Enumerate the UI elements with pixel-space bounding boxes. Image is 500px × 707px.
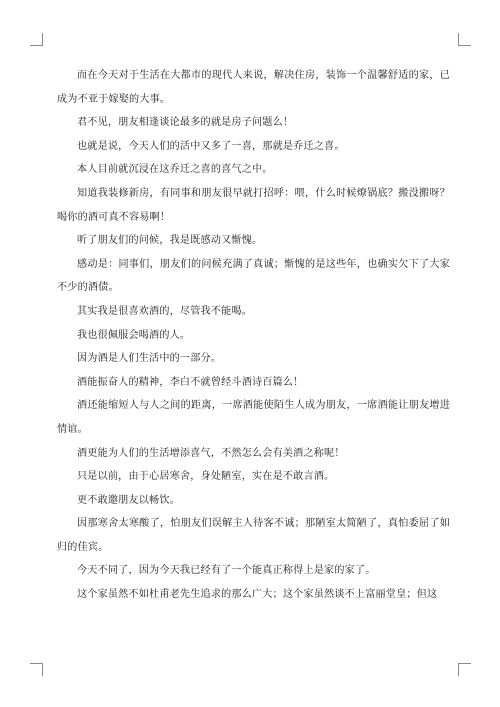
crop-mark-top-right — [458, 33, 471, 46]
paragraph: 听了朋友们的问候，我是既感动又惭愧。 — [77, 235, 263, 247]
paragraph: 知道我装修新房，有同事和朋友很早就打招呼：喂，什么时候燎锅底？搬没搬呀？喝你的酒可真不容易啊！ — [57, 187, 450, 223]
paragraph: 感动是：同事们，朋友们的问候充满了真诚；惭愧的是这些年，也确实欠下了大家不少的酒债。 — [57, 258, 450, 294]
crop-mark-bottom-right — [458, 663, 471, 676]
paragraph: 只是以前，由于心居寒舍，身处陋室，实在是不敢言酒。 — [77, 471, 335, 483]
paragraph: 酒更能为人们的生活增添喜气，不然怎么会有美酒之称呢！ — [77, 447, 345, 459]
paragraph: 酒还能缩短人与人之间的距离，一席酒能使陌生人成为朋友，一席酒能让朋友增进情谊。 — [57, 400, 450, 435]
paragraph: 酒能振奋人的精神，李白不就曾经斗酒诗百篇么！ — [77, 376, 304, 388]
crop-mark-bottom-left — [30, 663, 43, 676]
paragraph: 因为酒是人们生活中的一部分。 — [77, 353, 222, 365]
paragraph: 而在今天对于生活在大都市的现代人来说，解决住房，装饰一个温馨舒适的家，已成为不亚于嫁娶的大事。 — [57, 70, 450, 105]
paragraph: 这个家虽然不如杜甫老先生追求的那么广大；这个家虽然谈不上富丽堂皇；但这 — [77, 589, 438, 601]
paragraph: 更不敢邀朋友以畅饮。 — [77, 494, 180, 506]
paragraph: 本人目前就沉浸在这乔迁之喜的喜气之中。 — [77, 164, 273, 176]
paragraph: 因那寒舍太寒酸了，怕朋友们误解主人待客不诚；那陋室太简陋了，真怕委屈了如归的佳宾。 — [57, 518, 450, 553]
paragraph: 今天不同了，因为今天我已经有了一个能真正称得上是家的家了。 — [77, 565, 376, 577]
paragraph: 其实我是很喜欢酒的，尽管我不能喝。 — [77, 305, 252, 317]
document-body — [57, 64, 450, 607]
paragraph: 君不见，朋友相逢谈论最多的就是房子问题么！ — [77, 117, 294, 129]
crop-mark-top-left — [30, 33, 43, 46]
paragraph: 也就是说，今天人们的活中又多了一喜，那就是乔迁之喜。 — [77, 140, 345, 152]
paragraph: 我也很佩服会喝酒的人。 — [77, 329, 191, 341]
